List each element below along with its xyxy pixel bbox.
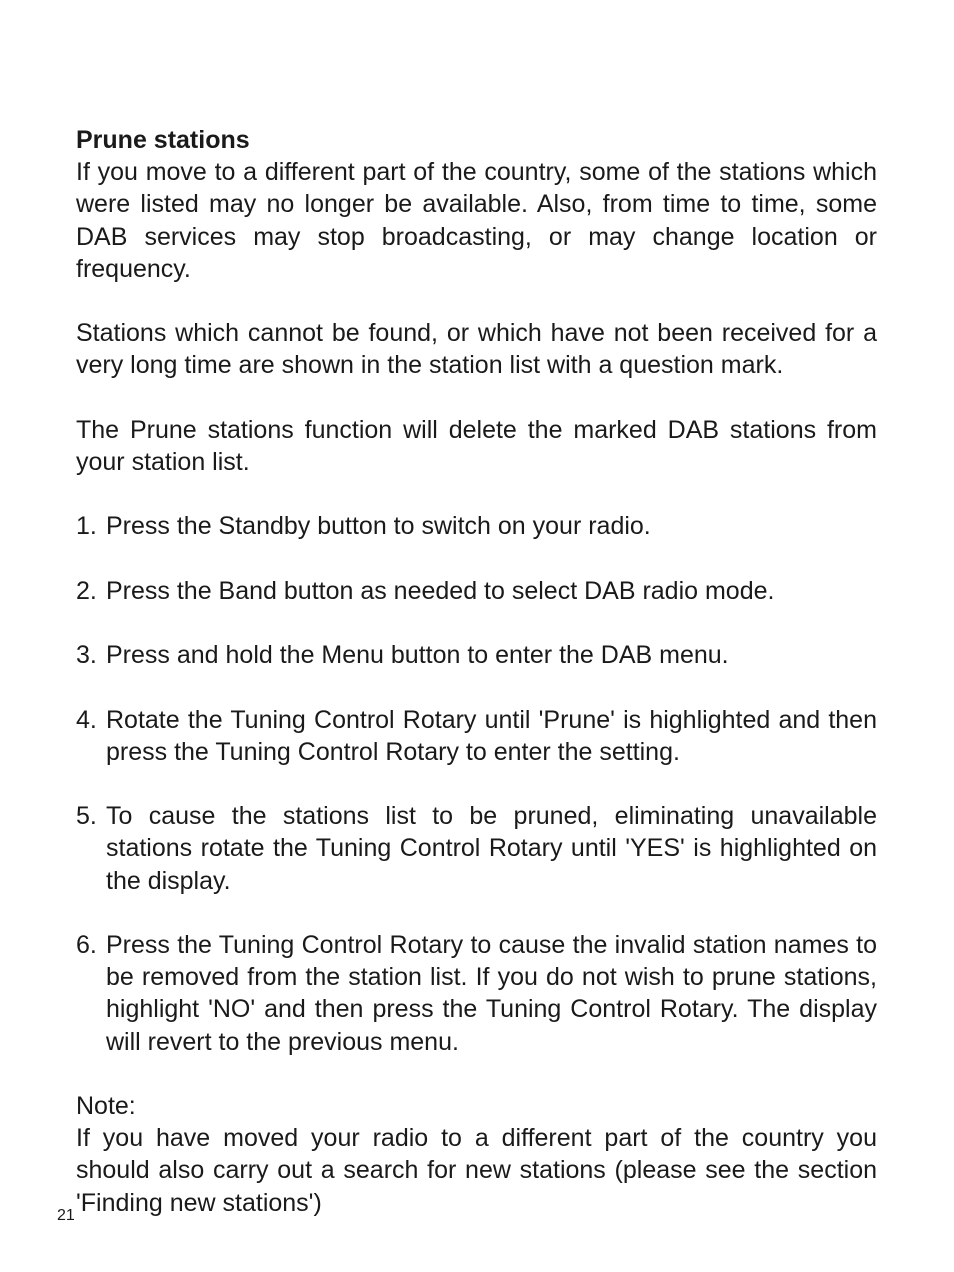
step-text: To cause the stations list to be pruned, eliminating unavailable stations rotate the Tuning Control Rotary until 'YES' is highlighted on the display. <box>106 802 877 895</box>
step-text: Press the Tuning Control Rotary to cause the invalid station names to be removed from the station list. If you do not wish to prune stations, highlight 'NO' and then press the Tuning Control Rotary. The display will revert to the previous menu. <box>106 930 877 1056</box>
step-5 <box>76 800 877 897</box>
question-mark-paragraph: Stations which cannot be found, or which have not been received for a very long time are shown in the station list with a question mark. <box>76 319 877 380</box>
spacer <box>76 768 877 800</box>
note-label: Note: <box>76 1091 136 1120</box>
manual-page-content <box>76 124 877 1219</box>
step-text: Rotate the Tuning Control Rotary until 'Prune' is highlighted and then press the Tuning Control Rotary to enter the setting. <box>106 705 877 766</box>
step-number: 6. <box>76 930 97 959</box>
spacer <box>76 897 877 929</box>
section-title: Prune stations <box>76 126 250 154</box>
step-3 <box>76 639 877 671</box>
step-number: 3. <box>76 641 97 670</box>
step-number: 4. <box>76 705 97 734</box>
intro-paragraph: If you move to a different part of the country, some of the stations which were listed may no longer be available. Also, from time to time, some DAB services may stop broadcasting, or may change location or frequency. <box>76 158 877 283</box>
page-number: 21 <box>57 1207 75 1224</box>
spacer <box>76 285 877 317</box>
step-text: Press the Band button as needed to select DAB radio mode. <box>106 576 775 605</box>
prune-function-paragraph: The Prune stations function will delete the marked DAB stations from your station list. <box>76 415 877 476</box>
step-number: 1. <box>76 512 97 541</box>
step-6 <box>76 929 877 1058</box>
step-number: 5. <box>76 802 97 831</box>
step-2 <box>76 575 877 607</box>
step-text: Press and hold the Menu button to enter the DAB menu. <box>106 641 729 670</box>
spacer <box>76 478 877 510</box>
spacer <box>76 543 877 575</box>
step-4 <box>76 704 877 768</box>
spacer <box>76 607 877 639</box>
note-text: If you have moved your radio to a different part of the country you should also carry out a search for new stations (please see the section 'Finding new stations') <box>76 1124 877 1217</box>
step-number: 2. <box>76 576 97 605</box>
step-text: Press the Standby button to switch on your radio. <box>106 512 651 541</box>
spacer <box>76 382 877 414</box>
spacer <box>76 1058 877 1090</box>
step-1 <box>76 510 877 542</box>
spacer <box>76 671 877 703</box>
